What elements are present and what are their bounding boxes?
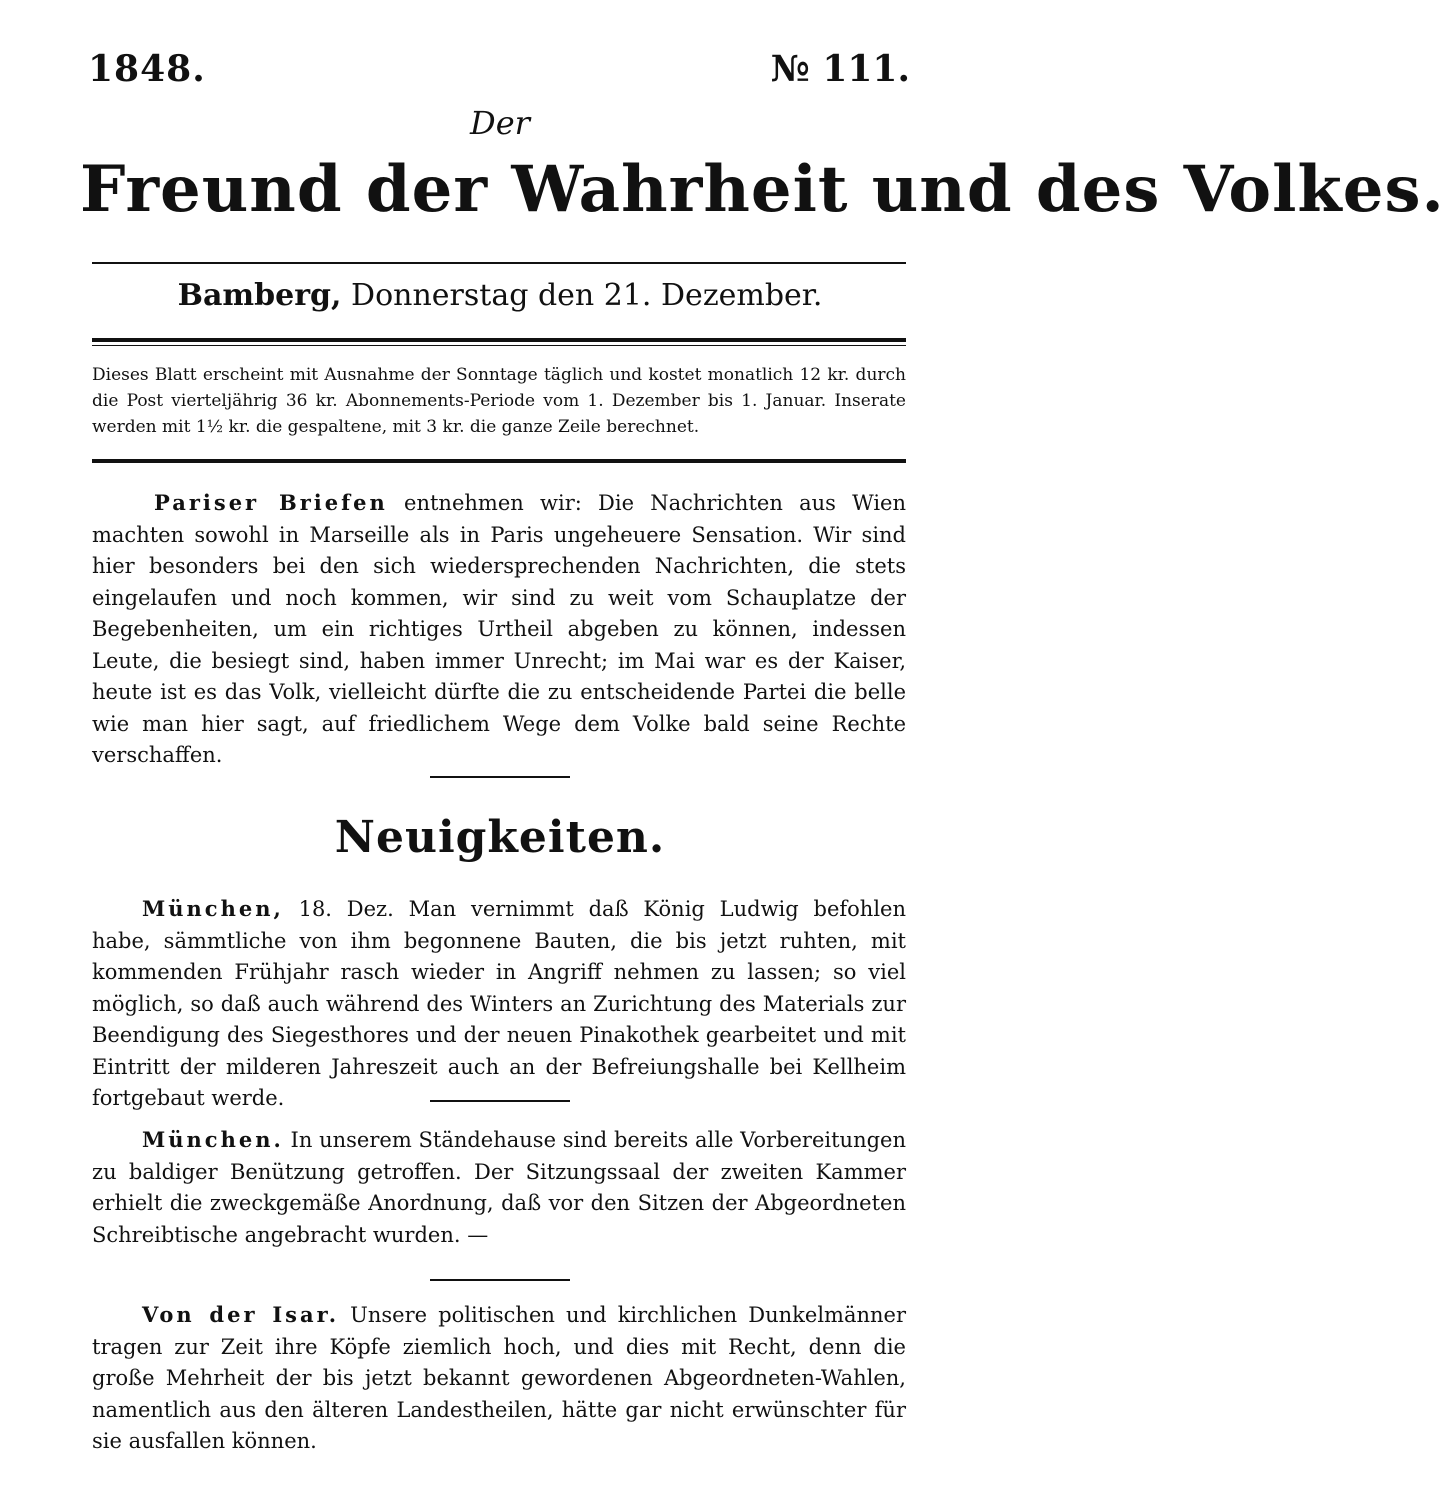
article-lead: München. [142,1127,284,1152]
article-paragraph [92,893,906,1115]
dateline [0,278,1000,313]
separator-rule [430,776,570,778]
article-body: Unsere politischen und kirchlichen Dunkelmänner tragen zur Zeit ihre Köpfe ziemlich hoch, und dies mit Recht, denn die große Mehrheit der bis jetzt bekannt gewordenen Abgeordneten-Wahlen, namentlich aus den älteren Landestheilen, hätte gar nicht erwünschter für sie ausfallen können. [92,1303,906,1453]
article-body: 18. Dez. Man vernimmt daß König Ludwig befohlen habe, sämmtliche von ihm begonnene Bauten, die bis jetzt ruhten, mit kommenden Frühjahr rasch wieder in Angriff nehmen zu lassen; so viel möglich, so daß auch während des Winters an Zurichtung des Materials zur Beendigung des Siegesthores und der neuen Pinakothek gearbeitet und mit Eintritt der milderen Jahreszeit auch an der Befreiungshalle bei Kellheim fortgebaut werde. [92,897,906,1110]
rule-top [92,262,906,264]
rule-double-thick [92,338,906,342]
article-lead: München, [142,896,284,921]
notice-text: Dieses Blatt erscheint mit Ausnahme der Sonntage täglich und kostet monatlich 12 kr. durch die Post vierteljährig 36 kr. Abonnements-Periode vom 1. Dezember bis 1. Januar. Inserate werden mit 1½ kr. die gespaltene, mit 3 kr. die ganze Zeile berechnet. [92,365,906,437]
rule-double-thin [92,345,906,346]
dateline-date: Donnerstag den 21. Dezember. [351,278,823,313]
article-lead: Von der Isar. [142,1302,340,1327]
issue-header [88,48,910,98]
separator-rule [430,1100,570,1102]
dateline-place: Bamberg, [177,278,342,313]
masthead-pre: Der [470,104,530,142]
issue-year: 1848. [88,48,206,90]
article-body: entnehmen wir: Die Nachrichten aus Wien machten sowohl in Marseille als in Paris ungeheuere Sensation. Wir sind hier besonders bei den sich wiedersprechenden Nachrichten, die stets eingelaufen und noch kommen, wir sind zu weit vom Schauplatze der Begebenheiten, um ein richtiges Urtheil abgeben zu können, indessen Leute, die besiegt sind, haben immer Unrecht; im Mai war es der Kaiser, heute ist es das Volk, vielleicht dürfte die zu entscheidende Partei die belle wie man hier sagt, auf friedlichem Wege dem Volke bald seine Rechte verschaffen. [92,491,906,767]
article-muenchen-2 [92,1124,906,1251]
article-body: In unserem Ständehause sind bereits alle Vorbereitungen zu baldiger Benützung getroffen. Der Sitzungssaal der zweiten Kammer erhielt die zweckgemäße Anordnung, daß vor den Sitzen der Abgeordneten Schreibtische angebracht wurden. — [92,1128,906,1247]
article-paragraph [92,1124,906,1251]
article-paris [92,487,906,772]
article-lead: Pariser Briefen [154,490,388,515]
masthead-title: Freund der Wahrheit und des Volkes. [80,152,1445,227]
rule-notice-bottom [92,459,906,463]
article-isar [92,1299,906,1458]
article-paragraph [92,1299,906,1458]
issue-number: № 111. [770,48,910,90]
section-title: Neuigkeiten. [334,812,666,863]
separator-rule [430,1279,570,1281]
subscription-notice [92,362,906,440]
article-muenchen-1 [92,893,906,1115]
article-paragraph [92,487,906,772]
